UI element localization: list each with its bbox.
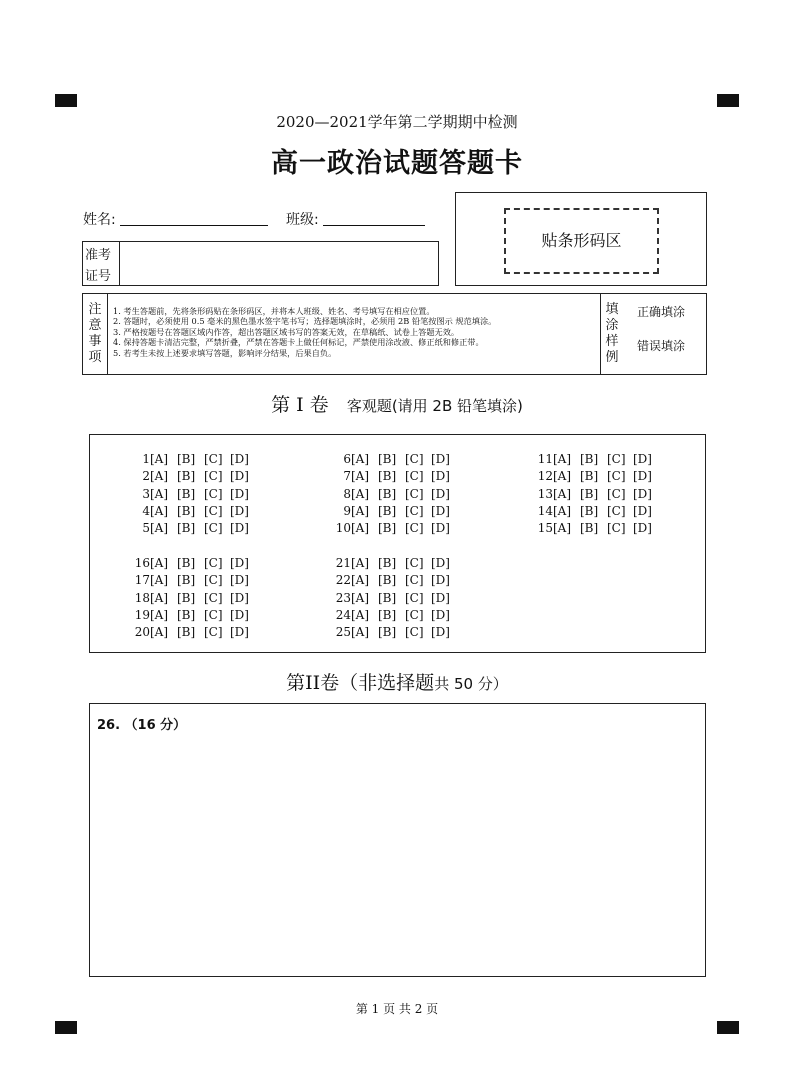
answer-option[interactable]: [C] (405, 625, 424, 640)
question-row (128, 468, 258, 485)
question-number: 16 (134, 556, 150, 570)
question-number: 14 (537, 503, 553, 518)
answer-option[interactable]: [C] (405, 573, 424, 588)
question-row (531, 468, 661, 485)
question-row (531, 520, 661, 537)
answer-option[interactable]: [C] (405, 556, 424, 570)
answer-option[interactable]: [D] (633, 521, 652, 536)
question-row (329, 555, 459, 572)
answer-option[interactable]: [D] (633, 469, 652, 484)
question-number: 24 (335, 607, 351, 622)
answer-option[interactable]: [D] (431, 469, 450, 484)
question-26-label: 26. （16 分） (97, 718, 187, 733)
question-number: 11 (537, 452, 553, 466)
answer-option[interactable]: [C] (405, 590, 424, 605)
answer-option[interactable]: [D] (230, 521, 249, 536)
answer-option[interactable]: [C] (405, 469, 424, 484)
answer-option[interactable]: [D] (230, 607, 249, 622)
answer-option[interactable]: [C] (204, 607, 223, 622)
question-row (128, 590, 258, 607)
registration-mark-top-right (717, 94, 739, 107)
question-row (329, 590, 459, 607)
answer-option[interactable]: [D] (431, 625, 450, 640)
answer-box-26[interactable] (89, 703, 706, 977)
question-number: 2 (142, 469, 150, 484)
registration-mark-top-left (55, 94, 77, 107)
answer-option[interactable]: [D] (230, 486, 249, 501)
question-number: 18 (134, 590, 150, 605)
answer-option[interactable]: [D] (230, 503, 249, 518)
answer-option[interactable]: [C] (405, 452, 424, 466)
question-row (329, 607, 459, 624)
question-number: 20 (134, 625, 150, 640)
question-row (128, 520, 258, 537)
answer-option[interactable]: [A] (150, 590, 169, 605)
answer-option[interactable]: [C] (607, 521, 626, 536)
answer-option[interactable]: [A] (351, 521, 370, 536)
answer-option[interactable]: [B] (177, 590, 196, 605)
notes-heading: 注 意 事 项 (88, 302, 102, 365)
answer-option[interactable]: [B] (378, 556, 397, 570)
question-row (128, 486, 258, 503)
answer-option[interactable]: [C] (405, 521, 424, 536)
registration-mark-bottom-left (55, 1021, 77, 1034)
question-number: 23 (335, 590, 351, 605)
question-row (128, 624, 258, 641)
registration-mark-bottom-right (717, 1021, 739, 1034)
question-number: 4 (142, 503, 150, 518)
answer-option[interactable]: [B] (177, 556, 196, 570)
answer-option[interactable]: [A] (351, 556, 370, 570)
answer-option[interactable]: [B] (580, 521, 599, 536)
answer-option[interactable]: [D] (431, 556, 450, 570)
question-row (329, 486, 459, 503)
question-number: 6 (343, 452, 351, 466)
name-field[interactable] (120, 225, 268, 226)
exam-id-divider (119, 241, 120, 286)
answer-option[interactable]: [C] (607, 503, 626, 518)
answer-option[interactable]: [A] (150, 521, 169, 536)
exam-id-input[interactable] (121, 243, 437, 284)
question-number: 25 (335, 625, 351, 640)
answer-option[interactable]: [D] (633, 452, 652, 466)
answer-option[interactable]: [D] (230, 469, 249, 484)
answer-option[interactable]: [B] (580, 503, 599, 518)
answer-option[interactable]: [C] (204, 556, 223, 570)
answer-option[interactable]: [B] (378, 469, 397, 484)
answer-option[interactable]: [B] (378, 503, 397, 518)
answer-option[interactable]: [D] (431, 607, 450, 622)
question-number: 1 (142, 452, 150, 466)
section2-title: 第II卷（非选择题 (286, 672, 435, 694)
question-number: 22 (335, 573, 351, 588)
note-item: 5. 若考生未按上述要求填写答题，影响评分结果，后果自负。 (113, 347, 337, 358)
answer-option[interactable]: [B] (177, 521, 196, 536)
note-item: 2. 答题时，必须使用 0.5 毫米的黑色墨水签字笔书写；选择题填涂时，必须用 2B 铅笔按图示 规范填涂。 (113, 316, 497, 327)
answer-option[interactable]: [C] (204, 452, 223, 466)
question-number: 7 (343, 469, 351, 484)
answer-option[interactable]: [B] (580, 486, 599, 501)
section2-score-note: 共 50 分） (434, 675, 508, 693)
answer-option[interactable]: [A] (150, 469, 169, 484)
question-row (128, 607, 258, 624)
question-row (128, 451, 258, 468)
answer-option[interactable]: [B] (580, 469, 599, 484)
answer-option[interactable]: [A] (351, 625, 370, 640)
answer-option[interactable]: [D] (431, 521, 450, 536)
answer-option[interactable]: [A] (553, 521, 572, 536)
answer-option[interactable]: [B] (378, 625, 397, 640)
question-number: 13 (537, 486, 553, 501)
question-row (329, 572, 459, 589)
question-row (128, 503, 258, 520)
answer-option[interactable]: [B] (378, 452, 397, 466)
question-row (329, 503, 459, 520)
answer-option[interactable]: [B] (378, 521, 397, 536)
answer-option[interactable]: [C] (204, 590, 223, 605)
answer-option[interactable]: [C] (607, 469, 626, 484)
answer-option[interactable]: [D] (431, 573, 450, 588)
note-item: 4. 保持答题卡清洁完整，严禁折叠，严禁在答题卡上做任何标记，严禁使用涂改液、修正纸和修正带。 (113, 337, 484, 348)
answer-option[interactable]: [B] (378, 573, 397, 588)
wrong-fill-label: 错误填涂 (637, 339, 686, 353)
answer-option[interactable]: [A] (150, 486, 169, 501)
question-number: 21 (335, 556, 351, 570)
question-row (531, 503, 661, 520)
answer-option[interactable]: [B] (378, 607, 397, 622)
name-label: 姓名: (83, 212, 116, 228)
question-row (329, 520, 459, 537)
note-item: 3. 严格按题号在答题区域内作答，超出答题区域书写的答案无效，在草稿纸、试卷上答题无效。 (113, 326, 460, 337)
answer-option[interactable]: [A] (553, 486, 572, 501)
note-item: 1. 考生答题前，先将条形码贴在条形码区，并将本人班级、姓名、考号填写在相应位置。 (113, 306, 435, 316)
answer-option[interactable]: [C] (204, 486, 223, 501)
answer-option[interactable]: [A] (150, 625, 169, 640)
question-number: 10 (335, 521, 351, 536)
answer-option[interactable]: [C] (204, 521, 223, 536)
answer-option[interactable]: [D] (230, 573, 249, 588)
answer-option[interactable]: [D] (633, 503, 652, 518)
answer-option[interactable]: [C] (405, 607, 424, 622)
answer-option[interactable]: [A] (150, 556, 169, 570)
answer-option[interactable]: [A] (150, 573, 169, 588)
answer-option[interactable]: [D] (431, 503, 450, 518)
answer-option[interactable]: [D] (230, 556, 249, 570)
exam-id-label-2: 证号 (85, 269, 112, 284)
answer-option[interactable]: [A] (150, 503, 169, 518)
answer-option[interactable]: [D] (230, 452, 249, 466)
exam-subtitle: 2020—2021学年第二学期期中检测 (276, 113, 518, 131)
question-number: 17 (134, 573, 150, 588)
exam-title: 高一政治试题答题卡 (271, 148, 523, 179)
question-number: 5 (142, 521, 150, 536)
question-row (128, 572, 258, 589)
question-row (531, 486, 661, 503)
answer-option[interactable]: [C] (607, 486, 626, 501)
answer-option[interactable]: [A] (351, 486, 370, 501)
barcode-label: 贴条形码区 (541, 231, 622, 250)
class-label: 班级: (286, 212, 319, 228)
answer-option[interactable]: [A] (150, 452, 169, 466)
answer-option[interactable]: [A] (351, 590, 370, 605)
answer-option[interactable]: [B] (177, 452, 196, 466)
answer-option[interactable]: [D] (230, 590, 249, 605)
answer-option[interactable]: [C] (204, 573, 223, 588)
question-number: 9 (343, 503, 351, 518)
question-row (329, 624, 459, 641)
section1-subtitle: 客观题(请用 2B 铅笔填涂) (346, 397, 523, 415)
answer-option[interactable]: [A] (351, 607, 370, 622)
answer-option[interactable]: [C] (405, 503, 424, 518)
class-field[interactable] (323, 225, 425, 226)
answer-option[interactable]: [B] (177, 486, 196, 501)
question-row (329, 451, 459, 468)
answer-option[interactable]: [B] (580, 452, 599, 466)
notes-sample-divider (600, 293, 601, 375)
question-number: 19 (134, 607, 150, 622)
question-row (128, 555, 258, 572)
section1-title: 第 I 卷 (271, 394, 329, 416)
question-number: 12 (537, 469, 553, 484)
answer-option[interactable]: [C] (607, 452, 626, 466)
page-footer: 第 1 页 共 2 页 (355, 1002, 439, 1016)
answer-option[interactable]: [A] (553, 503, 572, 518)
answer-option[interactable]: [B] (177, 607, 196, 622)
answer-option[interactable]: [B] (378, 590, 397, 605)
question-number: 8 (343, 486, 351, 501)
answer-option[interactable]: [D] (431, 590, 450, 605)
answer-option[interactable]: [B] (177, 625, 196, 640)
answer-option[interactable]: [D] (633, 486, 652, 501)
question-row (531, 451, 661, 468)
exam-id-label-1: 准考 (85, 248, 112, 263)
question-number: 15 (537, 521, 553, 536)
answer-option[interactable]: [B] (177, 469, 196, 484)
notes-list (113, 306, 496, 358)
answer-option[interactable]: [C] (204, 469, 223, 484)
question-row (329, 468, 459, 485)
answer-option[interactable]: [A] (351, 452, 370, 466)
answer-option[interactable]: [A] (351, 503, 370, 518)
answer-option[interactable]: [A] (553, 469, 572, 484)
answer-option[interactable]: [C] (204, 503, 223, 518)
correct-fill-label: 正确填涂 (637, 305, 686, 319)
answer-option[interactable]: [A] (150, 607, 169, 622)
answer-option[interactable]: [A] (351, 573, 370, 588)
answer-option[interactable]: [D] (431, 486, 450, 501)
answer-option[interactable]: [B] (378, 486, 397, 501)
section2-title-row (0, 668, 794, 695)
answer-option[interactable]: [A] (351, 469, 370, 484)
answer-option[interactable]: [C] (204, 625, 223, 640)
answer-option[interactable]: [B] (177, 503, 196, 518)
section1-title-row (0, 390, 794, 417)
answer-option[interactable]: [B] (177, 573, 196, 588)
question-number: 3 (142, 486, 150, 501)
fill-sample-heading: 填 涂 样 例 (605, 302, 619, 365)
answer-option[interactable]: [D] (230, 625, 249, 640)
answer-option[interactable]: [D] (431, 452, 450, 466)
answer-option[interactable]: [C] (405, 486, 424, 501)
answer-option[interactable]: [A] (553, 452, 572, 466)
notes-heading-divider (107, 293, 108, 375)
